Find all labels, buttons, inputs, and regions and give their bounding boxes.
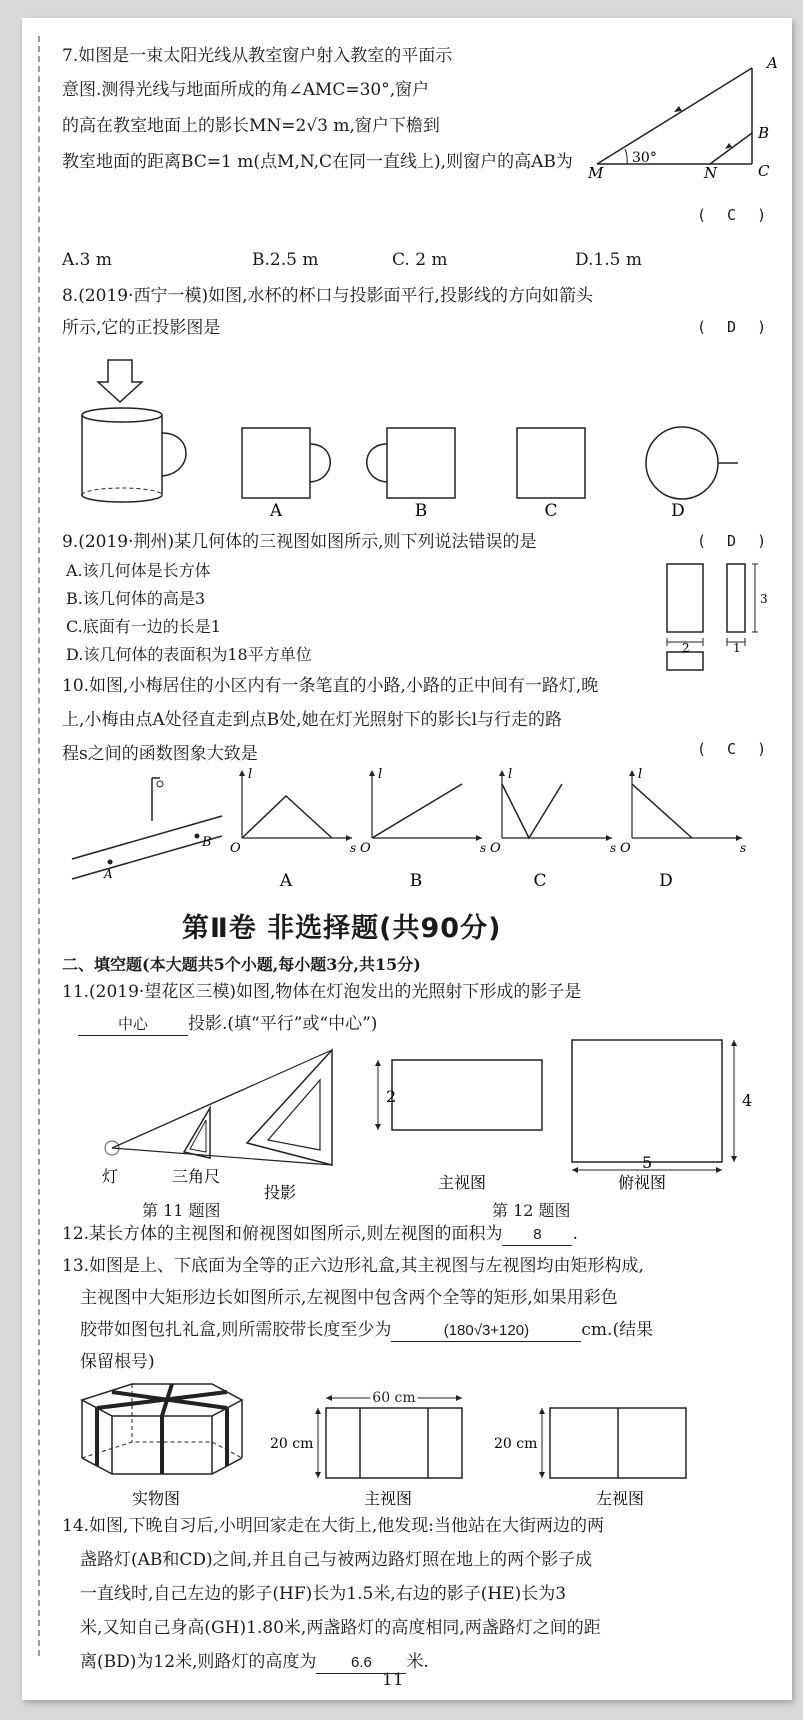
q12-line1: 12.某长方体的主视图和俯视图如图所示,则左视图的面积为 8 . bbox=[62, 1224, 578, 1244]
q10-line1: 10.如图,小梅居住的小区内有一条笔直的小路,小路的正中间有一路灯,晚 bbox=[62, 676, 599, 696]
q7-label-c: C bbox=[758, 162, 770, 178]
q8-line2: 所示,它的正投影图是 bbox=[62, 318, 221, 338]
q7-label-b: B bbox=[758, 124, 770, 142]
q13-line3 bbox=[80, 1314, 653, 1346]
q10-axis-l-d: l bbox=[638, 767, 643, 782]
q9-dim-depth: 1 bbox=[733, 641, 741, 655]
q7-label-n: N bbox=[704, 164, 718, 178]
q10-axis-s-c: s bbox=[610, 841, 617, 855]
q9-option-a: A.该几何体是长方体 bbox=[66, 561, 211, 580]
q10-axis-s-a: s bbox=[350, 841, 357, 855]
q11-label-lamp: 灯 bbox=[102, 1167, 119, 1186]
q10-label-d: D bbox=[659, 871, 673, 891]
q7-line4: 教室地面的距离BC=1 m(点M,N,C在同一直线上),则窗户的高AB为 bbox=[62, 152, 573, 172]
q13-label-front: 主视图 bbox=[364, 1489, 413, 1508]
q13-label-left: 左视图 bbox=[596, 1489, 645, 1508]
q14-line5 bbox=[80, 1646, 429, 1678]
q8-cup-figures bbox=[62, 348, 762, 518]
q10-label-a: A bbox=[279, 871, 293, 891]
q10-origin-a: O bbox=[230, 841, 241, 856]
q7-option-c: C. 2 m bbox=[392, 250, 448, 270]
q14-line1: 14.如图,下晚自习后,小明回家走在大街上,他发现:当他站在大街两边的两 bbox=[62, 1516, 604, 1536]
q13-line2: 主视图中大矩形边长如图所示,左视图中包含两个全等的矩形,如果用彩色 bbox=[80, 1288, 618, 1308]
q8-label-a: A bbox=[269, 501, 283, 518]
q14-line2: 盏路灯(AB和CD)之间,并且自己与被两边路灯照在地上的两个影子成 bbox=[80, 1550, 593, 1570]
q10-axis-l-a: l bbox=[248, 767, 253, 782]
q12-dim-h: 2 bbox=[386, 1087, 397, 1106]
q13-line1: 13.如图是上、下底面为全等的正六边形礼盒,其主视图与左视图均由矩形构成, bbox=[62, 1256, 644, 1276]
q10-line3: 程s之间的函数图象大致是 bbox=[62, 744, 258, 764]
q7-answer: ( C ) bbox=[697, 206, 773, 224]
q11-answer-blank: 中心 bbox=[78, 1015, 188, 1036]
q9-answer: ( D ) bbox=[697, 532, 773, 550]
q10-axis-l-c: l bbox=[508, 767, 513, 782]
q9-dim-width: 2 bbox=[682, 641, 690, 655]
q8-label-d: D bbox=[671, 501, 685, 518]
q13-dim-width: 60 cm bbox=[372, 1390, 416, 1406]
q11-line2-suffix: 投影.(填“平行”或“中心”) bbox=[188, 1014, 378, 1034]
q12-top-label: 俯视图 bbox=[618, 1173, 667, 1192]
q12-caption: 第 12 题图 bbox=[492, 1201, 571, 1220]
q12-front-label: 主视图 bbox=[438, 1173, 487, 1192]
q11-caption: 第 11 题图 bbox=[142, 1201, 221, 1220]
q10-line2: 上,小梅由点A处径直走到点B处,她在灯光照射下的影长l与行走的路 bbox=[62, 710, 563, 730]
q12-text: 12.某长方体的主视图和俯视图如图所示,则左视图的面积为 bbox=[62, 1224, 503, 1244]
q13-line3-suffix: cm.(结果 bbox=[581, 1320, 654, 1340]
q12-views-figure bbox=[372, 1030, 752, 1200]
q13-answer-blank: (180√3+120) bbox=[391, 1321, 581, 1342]
q12-dim-w: 5 bbox=[642, 1153, 653, 1172]
q11-line1: 11.(2019·望花区三模)如图,物体在灯泡发出的光照射下形成的影子是 bbox=[62, 982, 582, 1002]
q7-angle-label: 30° bbox=[632, 150, 657, 166]
q9-option-b: B.该几何体的高是3 bbox=[66, 589, 206, 608]
q8-label-c: C bbox=[544, 501, 558, 518]
q7-line3: 的高在教室地面上的影长MN=2√3 m,窗户下檐到 bbox=[62, 116, 440, 136]
q10-answer: ( C ) bbox=[697, 740, 773, 758]
q10-origin-b: O bbox=[360, 841, 371, 856]
q8-answer: ( D ) bbox=[697, 318, 773, 336]
q8-line1: 8.(2019·西宁一模)如图,水杯的杯口与投影面平行,投影线的方向如箭头 bbox=[62, 286, 593, 306]
q7-label-a: A bbox=[767, 54, 778, 72]
worksheet-page bbox=[22, 18, 792, 1700]
q12-dim-d: 4 bbox=[742, 1091, 752, 1110]
q8-label-b: B bbox=[414, 501, 428, 518]
q14-line4: 米,又知自己身高(GH)1.80米,两盏路灯的高度相同,两盏路灯之间的距 bbox=[80, 1618, 601, 1638]
q10-point-b: B bbox=[202, 835, 212, 850]
q11-label-triangle: 三角尺 bbox=[172, 1167, 221, 1186]
q13-giftbox-figures bbox=[72, 1380, 782, 1510]
q13-label-real: 实物图 bbox=[132, 1489, 181, 1508]
q14-line5-suffix: 米. bbox=[406, 1652, 429, 1672]
q10-point-a: A bbox=[104, 867, 113, 881]
q9-three-views bbox=[652, 558, 792, 678]
q10-origin-c: O bbox=[490, 841, 501, 856]
q13-line3-prefix: 胶带如图包扎礼盒,则所需胶带长度至少为 bbox=[80, 1320, 392, 1340]
q7-option-b: B.2.5 m bbox=[252, 250, 319, 270]
q11-shadow-figure bbox=[82, 1040, 352, 1200]
q13-dim-height-front: 20 cm bbox=[270, 1436, 314, 1452]
q9-line1: 9.(2019·荆州)某几何体的三视图如图所示,则下列说法错误的是 bbox=[62, 532, 537, 552]
q14-line5-prefix: 离(BD)为12米,则路灯的高度为 bbox=[80, 1652, 317, 1672]
q9-option-d: D.该几何体的表面积为18平方单位 bbox=[66, 645, 312, 664]
q7-option-a: A.3 m bbox=[62, 250, 113, 270]
q7-label-m: M bbox=[588, 164, 604, 178]
page-number: 11 bbox=[382, 1670, 404, 1690]
q12-answer-blank: 8 bbox=[502, 1225, 572, 1246]
q10-axis-s-d: s bbox=[740, 841, 747, 855]
q10-label-b: B bbox=[409, 871, 423, 891]
section-title: 第Ⅱ卷 非选择题(共90分) bbox=[182, 913, 502, 944]
q10-origin-d: O bbox=[620, 841, 631, 856]
q7-line2: 意图.测得光线与地面所成的角∠AMC=30°,窗户 bbox=[62, 80, 430, 100]
q10-label-c: C bbox=[533, 871, 547, 891]
part2-heading: 二、填空题(本大题共5个小题,每小题3分,共15分) bbox=[62, 955, 421, 974]
q10-axis-l-b: l bbox=[378, 767, 383, 782]
q7-option-d: D.1.5 m bbox=[575, 250, 642, 270]
q11-line2 bbox=[78, 1008, 377, 1040]
q7-line1: 7.如图是一束太阳光线从教室窗户射入教室的平面示 bbox=[62, 46, 453, 66]
cut-line bbox=[38, 36, 40, 1656]
q14-line3: 一直线时,自己左边的影子(HF)长为1.5米,右边的影子(HE)长为3 bbox=[80, 1584, 567, 1604]
q7-sunlight-diagram bbox=[582, 48, 782, 178]
q9-option-c: C.底面有一边的长是1 bbox=[66, 617, 221, 636]
q14-answer-blank: 6.6 bbox=[316, 1653, 406, 1674]
q13-dim-height-left: 20 cm bbox=[494, 1436, 538, 1452]
q11-label-shadow: 投影 bbox=[264, 1183, 297, 1200]
q10-axis-s-b: s bbox=[480, 841, 487, 855]
q13-line4: 保留根号) bbox=[80, 1352, 155, 1372]
q9-dim-height: 3 bbox=[760, 592, 768, 606]
q10-graphs bbox=[62, 766, 782, 896]
